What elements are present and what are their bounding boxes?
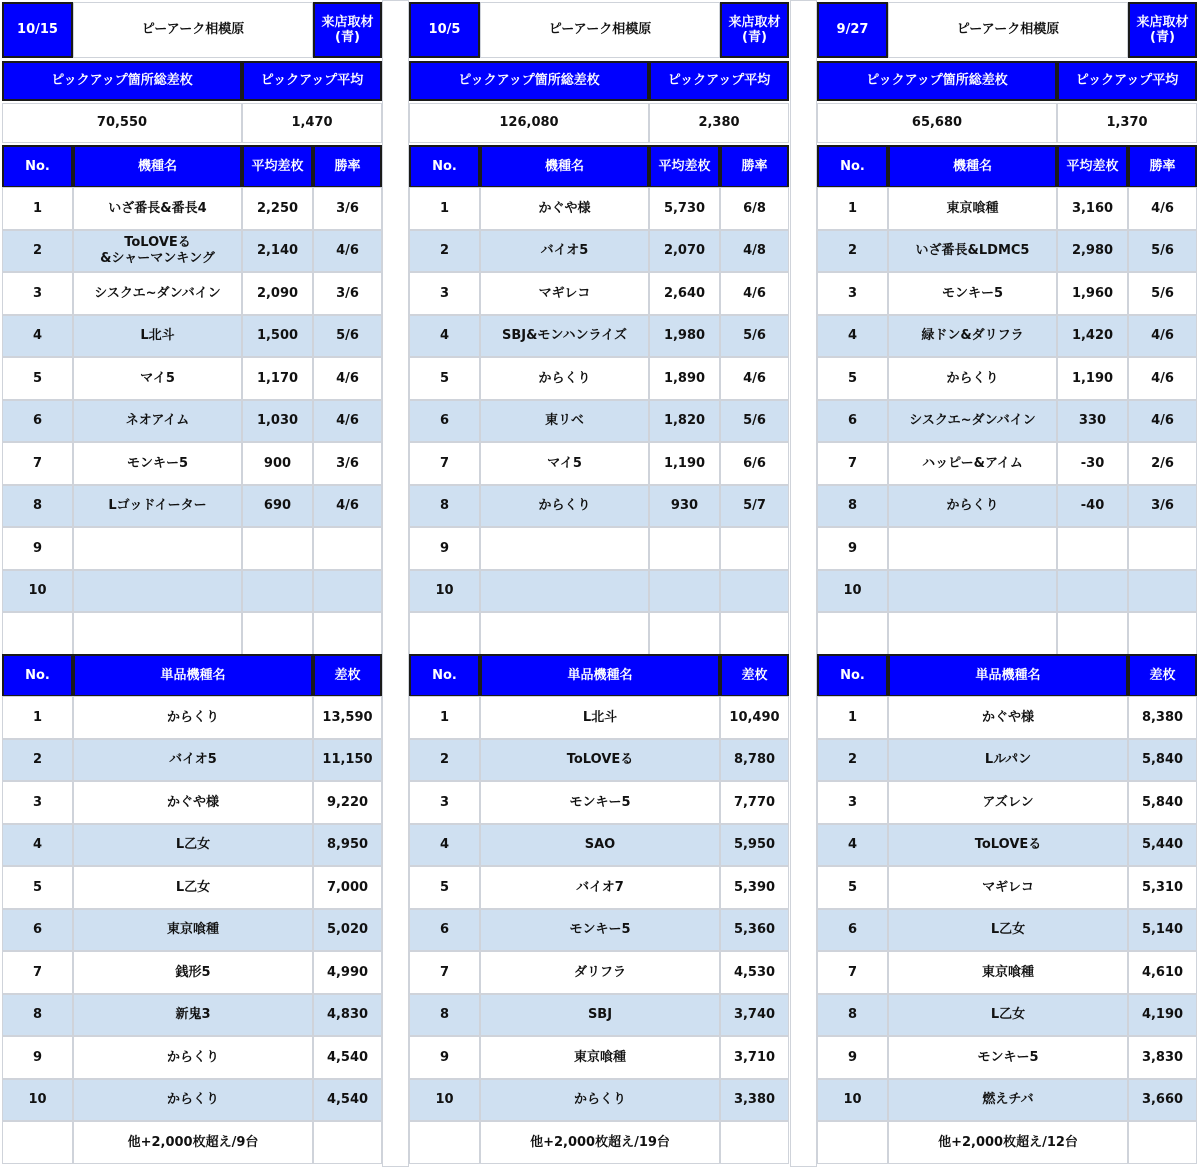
- column-header-average-diff: 平均差枚: [1057, 145, 1128, 188]
- column-header-no: No.: [817, 145, 888, 188]
- store-visit-badge: 来店取材 (青): [1128, 2, 1197, 58]
- model-row-win-rate: 5/6: [313, 315, 382, 358]
- single-row-diff: 4,540: [313, 1079, 382, 1122]
- model-row-no: 1: [2, 187, 73, 230]
- model-row-name: [480, 570, 649, 613]
- model-row-win-rate: 4/6: [720, 272, 789, 315]
- blank-cell: [480, 612, 649, 655]
- single-row-diff: 5,840: [1128, 781, 1197, 824]
- footer-blank-cell: [313, 1121, 382, 1164]
- single-row-name: かぐや様: [888, 696, 1128, 739]
- single-row-diff: 5,440: [1128, 824, 1197, 867]
- model-row-name: からくり: [480, 357, 649, 400]
- column-header-model-name: 機種名: [73, 145, 242, 188]
- model-row-win-rate: 3/6: [1128, 485, 1197, 528]
- single-row-no: 1: [409, 696, 480, 739]
- column-header-model-name: 機種名: [480, 145, 649, 188]
- model-row-average-diff: 3,160: [1057, 187, 1128, 230]
- column-header-diff: 差枚: [1128, 654, 1197, 697]
- single-row-no: 1: [2, 696, 73, 739]
- column-header-single-model-name: 単品機種名: [888, 654, 1128, 697]
- single-row-name: からくり: [73, 1036, 313, 1079]
- single-row-diff: 9,220: [313, 781, 382, 824]
- single-row-diff: 4,190: [1128, 994, 1197, 1037]
- model-row-average-diff: 1,980: [649, 315, 720, 358]
- column-header-no: No.: [817, 654, 888, 697]
- single-row-no: 10: [409, 1079, 480, 1122]
- single-row-no: 1: [817, 696, 888, 739]
- column-header-win-rate: 勝率: [1128, 145, 1197, 188]
- single-row-no: 9: [817, 1036, 888, 1079]
- model-row-win-rate: 4/6: [720, 357, 789, 400]
- single-row-diff: 8,950: [313, 824, 382, 867]
- single-row-diff: 3,740: [720, 994, 789, 1037]
- single-row-no: 8: [817, 994, 888, 1037]
- pickup-average-value: 1,370: [1057, 103, 1197, 143]
- single-row-name: 新鬼3: [73, 994, 313, 1037]
- pickup-average-value: 1,470: [242, 103, 382, 143]
- model-row-average-diff: 930: [649, 485, 720, 528]
- model-row-no: 4: [817, 315, 888, 358]
- model-row-no: 10: [409, 570, 480, 613]
- model-row-average-diff: 1,030: [242, 400, 313, 443]
- pickup-total-value: 126,080: [409, 103, 649, 143]
- column-header-win-rate: 勝率: [720, 145, 789, 188]
- single-row-diff: 4,610: [1128, 951, 1197, 994]
- single-row-name: L乙女: [73, 824, 313, 867]
- model-row-win-rate: 6/8: [720, 187, 789, 230]
- single-row-no: 4: [2, 824, 73, 867]
- single-row-name: ToLOVEる: [888, 824, 1128, 867]
- single-row-no: 8: [409, 994, 480, 1037]
- single-row-no: 7: [817, 951, 888, 994]
- model-row-average-diff: 900: [242, 442, 313, 485]
- store-name: ピーアーク相模原: [480, 2, 720, 58]
- model-row-average-diff: 2,070: [649, 230, 720, 273]
- model-row-name: L北斗: [73, 315, 242, 358]
- single-row-name: バイオ7: [480, 866, 720, 909]
- model-row-no: 2: [409, 230, 480, 273]
- single-row-diff: 4,830: [313, 994, 382, 1037]
- single-row-name: 東京喰種: [480, 1036, 720, 1079]
- single-row-no: 5: [2, 866, 73, 909]
- model-row-average-diff: -30: [1057, 442, 1128, 485]
- model-row-name: [888, 570, 1057, 613]
- model-row-win-rate: 5/7: [720, 485, 789, 528]
- model-row-name: からくり: [888, 357, 1057, 400]
- single-row-no: 2: [2, 739, 73, 782]
- store-name: ピーアーク相模原: [73, 2, 313, 58]
- model-row-no: 2: [2, 230, 73, 273]
- model-row-no: 5: [817, 357, 888, 400]
- single-row-no: 5: [409, 866, 480, 909]
- single-row-diff: 8,380: [1128, 696, 1197, 739]
- report-panel: [409, 0, 789, 1167]
- date-header: 10/5: [409, 2, 480, 58]
- column-header-no: No.: [2, 654, 73, 697]
- blank-cell: [409, 612, 480, 655]
- column-header-diff: 差枚: [720, 654, 789, 697]
- single-row-name: L乙女: [888, 909, 1128, 952]
- model-row-win-rate: [720, 527, 789, 570]
- blank-cell: [73, 612, 242, 655]
- single-row-name: からくり: [73, 696, 313, 739]
- model-row-no: 9: [2, 527, 73, 570]
- single-row-name: からくり: [480, 1079, 720, 1122]
- model-row-average-diff: [649, 527, 720, 570]
- single-row-name: L北斗: [480, 696, 720, 739]
- model-row-name: [73, 570, 242, 613]
- single-row-name: かぐや様: [73, 781, 313, 824]
- model-row-name: モンキー5: [73, 442, 242, 485]
- footer-note: 他+2,000枚超え/19台: [480, 1121, 720, 1164]
- model-row-win-rate: 4/6: [1128, 357, 1197, 400]
- single-row-diff: 3,380: [720, 1079, 789, 1122]
- model-row-average-diff: 2,980: [1057, 230, 1128, 273]
- single-row-diff: 5,140: [1128, 909, 1197, 952]
- footer-note: 他+2,000枚超え/12台: [888, 1121, 1128, 1164]
- column-header-diff: 差枚: [313, 654, 382, 697]
- model-row-average-diff: 1,190: [1057, 357, 1128, 400]
- model-row-name: 緑ドン&ダリフラ: [888, 315, 1057, 358]
- model-row-win-rate: 2/6: [1128, 442, 1197, 485]
- single-row-name: ダリフラ: [480, 951, 720, 994]
- single-row-diff: 10,490: [720, 696, 789, 739]
- model-row-name: SBJ&モンハンライズ: [480, 315, 649, 358]
- column-header-win-rate: 勝率: [313, 145, 382, 188]
- pickup-total-header: ピックアップ箇所総差枚: [2, 61, 242, 101]
- model-row-name: シスクエ~ダンバイン: [73, 272, 242, 315]
- single-row-no: 6: [409, 909, 480, 952]
- single-row-name: モンキー5: [480, 781, 720, 824]
- single-row-name: L乙女: [888, 994, 1128, 1037]
- single-row-no: 3: [817, 781, 888, 824]
- model-row-win-rate: [720, 570, 789, 613]
- model-row-average-diff: 1,890: [649, 357, 720, 400]
- footer-note: 他+2,000枚超え/9台: [73, 1121, 313, 1164]
- model-row-name: 東リベ: [480, 400, 649, 443]
- column-header-no: No.: [2, 145, 73, 188]
- column-header-average-diff: 平均差枚: [242, 145, 313, 188]
- model-row-name: モンキー5: [888, 272, 1057, 315]
- store-visit-badge: 来店取材 (青): [720, 2, 789, 58]
- model-row-name: マイ5: [73, 357, 242, 400]
- model-row-name: シスクエ~ダンバイン: [888, 400, 1057, 443]
- model-row-no: 6: [817, 400, 888, 443]
- model-row-no: 1: [817, 187, 888, 230]
- blank-cell: [649, 612, 720, 655]
- single-row-name: 燃えチバ: [888, 1079, 1128, 1122]
- single-row-no: 2: [817, 739, 888, 782]
- model-row-win-rate: 4/6: [1128, 400, 1197, 443]
- single-row-no: 2: [409, 739, 480, 782]
- model-row-win-rate: 3/6: [313, 187, 382, 230]
- blank-cell: [2, 612, 73, 655]
- single-row-name: モンキー5: [888, 1036, 1128, 1079]
- model-row-win-rate: [1128, 527, 1197, 570]
- blank-cell: [313, 612, 382, 655]
- column-header-average-diff: 平均差枚: [649, 145, 720, 188]
- model-row-average-diff: 1,500: [242, 315, 313, 358]
- single-row-name: アズレン: [888, 781, 1128, 824]
- model-row-win-rate: 4/6: [313, 357, 382, 400]
- model-row-no: 10: [2, 570, 73, 613]
- model-row-no: 4: [2, 315, 73, 358]
- pickup-average-value: 2,380: [649, 103, 789, 143]
- single-row-no: 10: [2, 1079, 73, 1122]
- single-row-no: 9: [2, 1036, 73, 1079]
- model-row-average-diff: -40: [1057, 485, 1128, 528]
- model-row-no: 6: [409, 400, 480, 443]
- model-row-win-rate: [313, 570, 382, 613]
- model-row-average-diff: 330: [1057, 400, 1128, 443]
- pickup-average-header: ピックアップ平均: [649, 61, 789, 101]
- single-row-name: バイオ5: [73, 739, 313, 782]
- single-row-no: 10: [817, 1079, 888, 1122]
- pickup-average-header: ピックアップ平均: [242, 61, 382, 101]
- model-row-average-diff: 2,090: [242, 272, 313, 315]
- single-row-name: L乙女: [73, 866, 313, 909]
- model-row-no: 7: [409, 442, 480, 485]
- single-row-diff: 7,000: [313, 866, 382, 909]
- model-row-average-diff: [242, 527, 313, 570]
- model-row-no: 1: [409, 187, 480, 230]
- model-row-name: Lゴッドイーター: [73, 485, 242, 528]
- single-row-diff: 7,770: [720, 781, 789, 824]
- model-row-name: からくり: [888, 485, 1057, 528]
- single-row-no: 7: [2, 951, 73, 994]
- column-header-model-name: 機種名: [888, 145, 1057, 188]
- blank-cell: [817, 612, 888, 655]
- model-row-average-diff: 1,420: [1057, 315, 1128, 358]
- footer-blank-cell: [1128, 1121, 1197, 1164]
- model-row-win-rate: [313, 527, 382, 570]
- pickup-total-value: 65,680: [817, 103, 1057, 143]
- single-row-no: 8: [2, 994, 73, 1037]
- single-row-diff: 4,540: [313, 1036, 382, 1079]
- model-row-win-rate: 5/6: [720, 400, 789, 443]
- model-row-average-diff: 2,140: [242, 230, 313, 273]
- single-row-no: 6: [2, 909, 73, 952]
- model-row-name: ToLOVEる &シャーマンキング: [73, 230, 242, 273]
- model-row-average-diff: 1,190: [649, 442, 720, 485]
- model-row-win-rate: 4/6: [1128, 187, 1197, 230]
- single-row-no: 7: [409, 951, 480, 994]
- model-row-no: 8: [409, 485, 480, 528]
- single-row-name: マギレコ: [888, 866, 1128, 909]
- model-row-average-diff: 1,170: [242, 357, 313, 400]
- model-row-name: いざ番長&LDMC5: [888, 230, 1057, 273]
- model-row-win-rate: 5/6: [720, 315, 789, 358]
- model-row-average-diff: [1057, 570, 1128, 613]
- model-row-name: からくり: [480, 485, 649, 528]
- model-row-average-diff: [1057, 527, 1128, 570]
- blank-cell: [1057, 612, 1128, 655]
- model-row-name: ネオアイム: [73, 400, 242, 443]
- model-row-name: [73, 527, 242, 570]
- single-row-no: 4: [409, 824, 480, 867]
- model-row-win-rate: 4/8: [720, 230, 789, 273]
- model-row-win-rate: 5/6: [1128, 230, 1197, 273]
- report-panel: [817, 0, 1197, 1167]
- single-row-diff: 3,830: [1128, 1036, 1197, 1079]
- single-row-diff: 5,310: [1128, 866, 1197, 909]
- single-row-name: からくり: [73, 1079, 313, 1122]
- blank-cell: [242, 612, 313, 655]
- store-visit-badge: 来店取材 (青): [313, 2, 382, 58]
- pickup-average-header: ピックアップ平均: [1057, 61, 1197, 101]
- single-row-name: 東京喰種: [888, 951, 1128, 994]
- model-row-no: 7: [2, 442, 73, 485]
- model-row-win-rate: 4/6: [313, 400, 382, 443]
- single-row-name: モンキー5: [480, 909, 720, 952]
- column-header-no: No.: [409, 145, 480, 188]
- single-row-no: 4: [817, 824, 888, 867]
- single-row-name: SAO: [480, 824, 720, 867]
- model-row-no: 3: [2, 272, 73, 315]
- footer-blank-cell: [720, 1121, 789, 1164]
- report-panel: [2, 0, 382, 1167]
- model-row-win-rate: 4/6: [1128, 315, 1197, 358]
- single-row-no: 3: [409, 781, 480, 824]
- single-row-name: 銭形5: [73, 951, 313, 994]
- panel-divider: [382, 0, 409, 1167]
- model-row-no: 3: [409, 272, 480, 315]
- model-row-no: 9: [409, 527, 480, 570]
- model-row-win-rate: 4/6: [313, 485, 382, 528]
- model-row-no: 4: [409, 315, 480, 358]
- single-row-no: 6: [817, 909, 888, 952]
- model-row-no: 8: [817, 485, 888, 528]
- panel-divider: [790, 0, 817, 1167]
- date-header: 10/15: [2, 2, 73, 58]
- model-row-no: 6: [2, 400, 73, 443]
- model-row-name: ハッピー&アイム: [888, 442, 1057, 485]
- model-row-no: 8: [2, 485, 73, 528]
- single-row-diff: 5,020: [313, 909, 382, 952]
- model-row-no: 7: [817, 442, 888, 485]
- footer-blank-cell: [2, 1121, 73, 1164]
- model-row-no: 5: [409, 357, 480, 400]
- model-row-average-diff: [242, 570, 313, 613]
- model-row-name: マイ5: [480, 442, 649, 485]
- model-row-name: [480, 527, 649, 570]
- single-row-diff: 5,390: [720, 866, 789, 909]
- model-row-name: かぐや様: [480, 187, 649, 230]
- pickup-total-value: 70,550: [2, 103, 242, 143]
- model-row-win-rate: 6/6: [720, 442, 789, 485]
- blank-cell: [1128, 612, 1197, 655]
- blank-cell: [720, 612, 789, 655]
- model-row-average-diff: [649, 570, 720, 613]
- single-row-diff: 5,360: [720, 909, 789, 952]
- model-row-no: 5: [2, 357, 73, 400]
- model-row-win-rate: 4/6: [313, 230, 382, 273]
- single-row-diff: 5,840: [1128, 739, 1197, 782]
- model-row-name: 東京喰種: [888, 187, 1057, 230]
- model-row-average-diff: 1,960: [1057, 272, 1128, 315]
- model-row-name: いざ番長&番長4: [73, 187, 242, 230]
- model-row-no: 2: [817, 230, 888, 273]
- footer-blank-cell: [409, 1121, 480, 1164]
- single-row-name: ToLOVEる: [480, 739, 720, 782]
- single-row-diff: 4,530: [720, 951, 789, 994]
- single-row-diff: 8,780: [720, 739, 789, 782]
- model-row-average-diff: 2,250: [242, 187, 313, 230]
- single-row-diff: 13,590: [313, 696, 382, 739]
- model-row-name: バイオ5: [480, 230, 649, 273]
- model-row-win-rate: 3/6: [313, 272, 382, 315]
- single-row-no: 3: [2, 781, 73, 824]
- model-row-name: マギレコ: [480, 272, 649, 315]
- model-row-win-rate: [1128, 570, 1197, 613]
- single-row-name: 東京喰種: [73, 909, 313, 952]
- blank-cell: [888, 612, 1057, 655]
- pickup-total-header: ピックアップ箇所総差枚: [409, 61, 649, 101]
- model-row-no: 3: [817, 272, 888, 315]
- column-header-single-model-name: 単品機種名: [480, 654, 720, 697]
- column-header-no: No.: [409, 654, 480, 697]
- single-row-diff: 3,660: [1128, 1079, 1197, 1122]
- model-row-no: 9: [817, 527, 888, 570]
- model-row-average-diff: 690: [242, 485, 313, 528]
- single-row-diff: 11,150: [313, 739, 382, 782]
- model-row-win-rate: 3/6: [313, 442, 382, 485]
- single-row-no: 9: [409, 1036, 480, 1079]
- date-header: 9/27: [817, 2, 888, 58]
- model-row-win-rate: 5/6: [1128, 272, 1197, 315]
- single-row-diff: 3,710: [720, 1036, 789, 1079]
- model-row-average-diff: 1,820: [649, 400, 720, 443]
- column-header-single-model-name: 単品機種名: [73, 654, 313, 697]
- footer-blank-cell: [817, 1121, 888, 1164]
- model-row-average-diff: 2,640: [649, 272, 720, 315]
- single-row-name: SBJ: [480, 994, 720, 1037]
- model-row-average-diff: 5,730: [649, 187, 720, 230]
- single-row-diff: 5,950: [720, 824, 789, 867]
- model-row-no: 10: [817, 570, 888, 613]
- model-row-name: [888, 527, 1057, 570]
- store-name: ピーアーク相模原: [888, 2, 1128, 58]
- single-row-name: Lルパン: [888, 739, 1128, 782]
- pickup-total-header: ピックアップ箇所総差枚: [817, 61, 1057, 101]
- single-row-no: 5: [817, 866, 888, 909]
- single-row-diff: 4,990: [313, 951, 382, 994]
